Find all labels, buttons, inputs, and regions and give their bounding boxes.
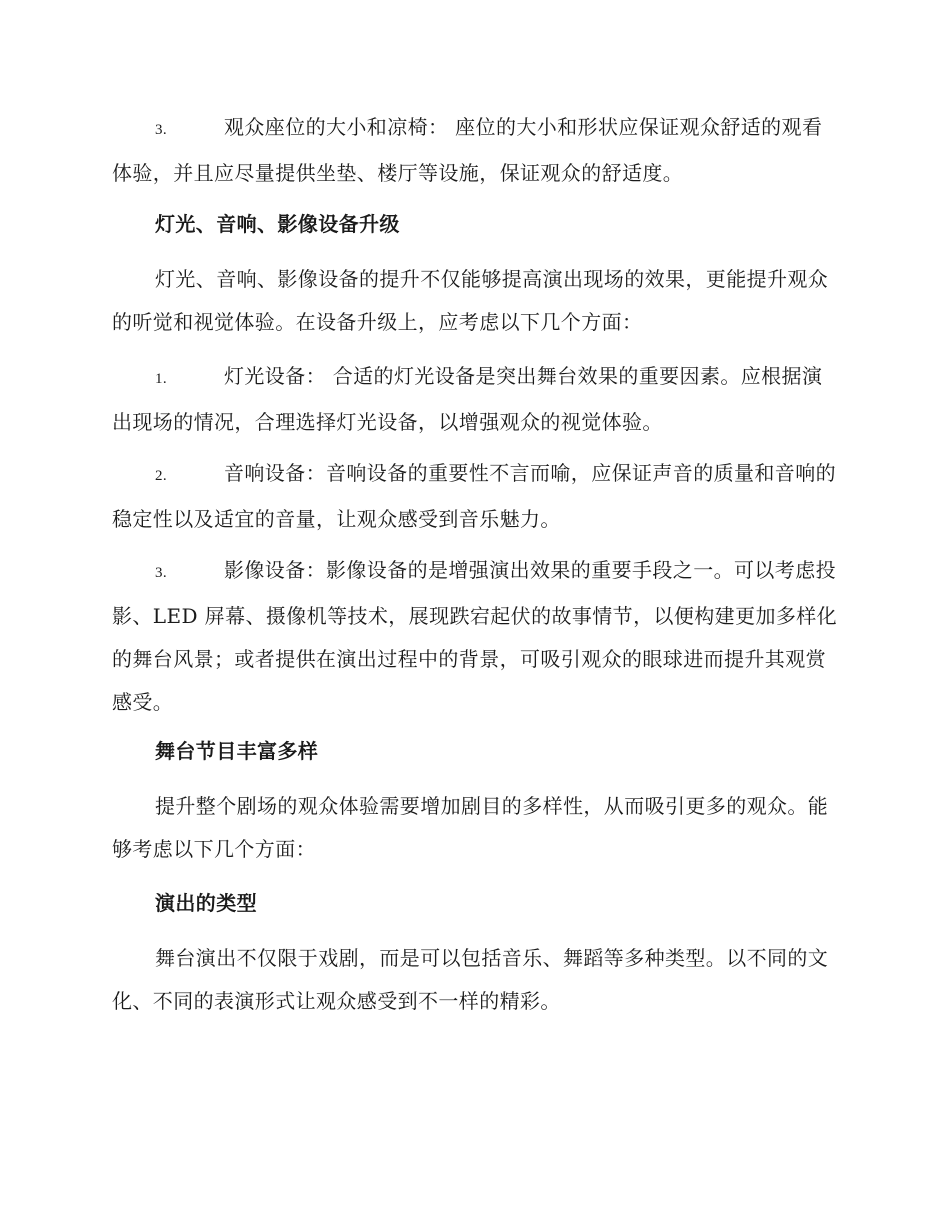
section-heading: 舞台节目丰富多样 <box>155 739 319 763</box>
list-number: 1. <box>155 371 168 387</box>
list-item-text: 影像设备：影像设备的是增强演出效果的重要手段之一。可以考虑投影、LED 屏幕、摄像机等技术，展现跌宕起伏的故事情节，以便构建更加多样化的舞台风景；或者提供在演出过程中的背景，可吸引观众的眼球进而提升其观赏感受。 <box>112 558 838 714</box>
list-item <box>112 549 840 724</box>
paragraph: 舞台演出不仅限于戏剧，而是可以包括音乐、舞蹈等多种类型。以不同的文化、不同的表演形式让观众感受到不一样的精彩。 <box>112 946 829 1013</box>
paragraph: 提升整个剧场的观众体验需要增加剧目的多样性，从而吸引更多的观众。能够考虑以下几个方面： <box>112 794 829 861</box>
list-item <box>112 355 840 444</box>
list-item <box>112 106 840 195</box>
list-number: 3. <box>155 565 168 581</box>
list-item-text: 观众座位的大小和凉椅： 座位的大小和形状应保证观众舒适的观看体验，并且应尽量提供坐垫、楼厅等设施，保证观众的舒适度。 <box>112 115 823 185</box>
list-number: 3. <box>155 122 168 138</box>
list-number: 2. <box>155 468 168 484</box>
section-heading: 灯光、音响、影像设备升级 <box>155 212 400 236</box>
list-item <box>112 452 840 541</box>
list-item-text: 音响设备：音响设备的重要性不言而喻，应保证声音的质量和音响的稳定性以及适宜的音量，让观众感受到音乐魅力。 <box>112 461 836 531</box>
list-item-text: 灯光设备： 合适的灯光设备是突出舞台效果的重要因素。应根据演出现场的情况，合理选择灯光设备，以增强观众的视觉体验。 <box>112 364 823 434</box>
section-heading: 演出的类型 <box>155 891 257 915</box>
paragraph: 灯光、音响、影像设备的提升不仅能够提高演出现场的效果，更能提升观众的听觉和视觉体验。在设备升级上，应考虑以下几个方面： <box>112 267 829 334</box>
